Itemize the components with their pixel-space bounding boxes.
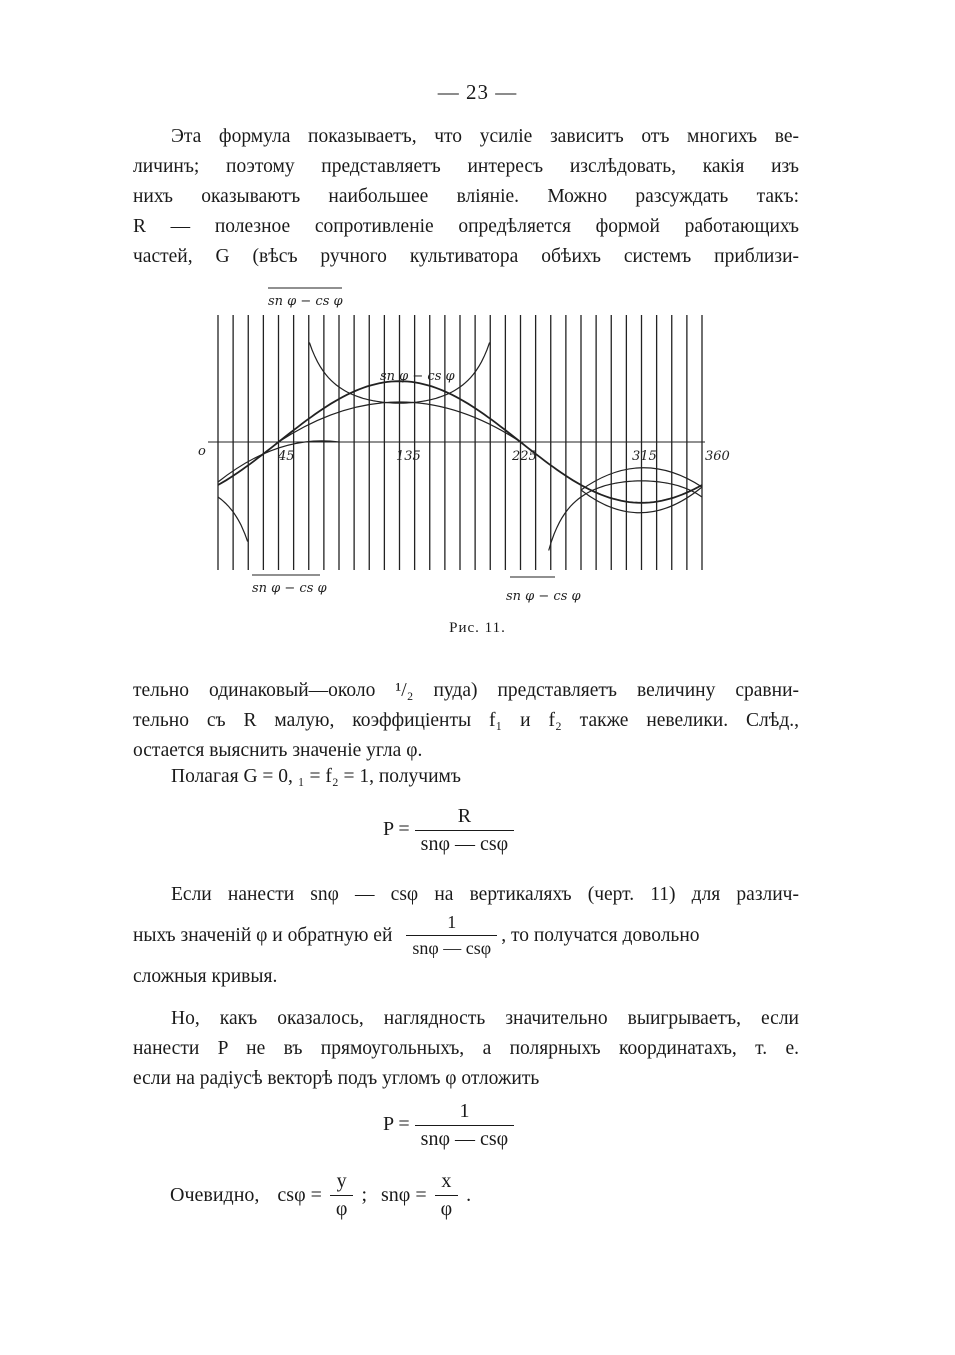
paragraph-line: сложныя кривыя. [133,966,278,987]
paragraph-5 [133,1004,799,1094]
paragraph-text: , то получатся довольно [501,924,700,946]
fraction-denominator: φ [335,1198,348,1220]
paragraph-line: частей, G (вѣсъ ручного культиватора обѣихъ системъ приблизи- [133,246,799,267]
paragraph-line: тельно одинаковый—около ¹/₂ пуда) представляетъ величину сравни- [133,680,799,701]
fraction-numerator: x [435,1170,459,1196]
paragraph-line: тельно съ R малую, коэффицiенты f₁ и f₂ также невелики. Слѣд., [133,710,799,731]
paragraph-1 [133,122,799,272]
paragraph-2 [133,676,799,766]
label-135: 135 [396,449,421,464]
formula-lhs: P = [383,1113,410,1136]
paragraph-4-line-2 [133,912,799,959]
paragraph-line: Эта формула показываетъ, что усилiе зависитъ отъ многихъ ве- [171,126,799,147]
fraction [330,1170,354,1221]
label-360: 360 [705,449,730,464]
label-sn-cs: sn φ − cs φ [380,369,455,384]
paragraph-text: ныхъ значенiй φ и обратную ей [133,924,393,946]
curve-inverse-bottom-right [549,481,702,551]
paragraph-line: личинъ; поэтому представляетъ интересъ изслѣдовать, какiя изъ [133,156,799,177]
fraction-numerator: y [330,1170,354,1196]
label-inverse-bottom-right: sn φ − cs φ [506,589,581,604]
figure-11-diagram [190,280,770,610]
formula-p-equals-inverse [383,1100,514,1151]
fraction-denominator: φ [440,1198,453,1220]
paragraph-line: Но, какъ оказалось, наглядность значительно выигрываетъ, если [171,1008,799,1029]
formula-intro: Очевидно, [170,1184,260,1206]
formula-end: . [466,1184,472,1206]
label-225: 225 [512,449,537,464]
paragraph-line: нанести P не въ прямоугольныхъ, а полярныхъ координатахъ, т. е. [133,1038,799,1059]
paragraph-line: Полагая G = 0, ₁ = f₂ = 1, получимъ [171,766,461,787]
paragraph-line: нихъ оказываютъ наибольшее влiянiе. Можно разсуждать такъ: [133,186,799,207]
fraction-denominator: snφ — csφ [412,938,492,958]
fraction-denominator: snφ — csφ [420,1128,509,1150]
label-45: 45 [278,449,295,464]
paragraph-4-line-3 [133,962,799,992]
label-315: 315 [632,449,657,464]
figure-caption: Рис. 11. [449,620,506,636]
formula-separator: ; [361,1184,367,1206]
fraction-numerator: 1 [406,912,497,936]
formula-lhs: P = [383,818,410,841]
fraction-numerator: R [415,805,515,831]
formula-sn-lhs: snφ = [381,1184,427,1206]
page-number: — 23 — [437,80,518,104]
fraction [415,1100,515,1151]
formula-p-equals-r [383,805,514,856]
paragraph-line: Если нанести snφ — csφ на вертикаляхъ (черт. 11) для различ- [171,884,799,905]
label-origin: o [198,444,206,459]
label-inverse-bottom-left: sn φ − cs φ [252,581,327,596]
paragraph-line: остается выяснить значенiе угла φ. [133,740,423,761]
formula-cs-lhs: csφ = [277,1184,322,1206]
fraction-denominator: snφ — csφ [420,833,509,855]
fraction-numerator: 1 [415,1100,515,1126]
label-inverse-top: sn φ − cs φ [268,294,343,309]
paragraph-4 [133,880,799,910]
paragraph-line: R — полезное сопротивленiе опредѣляется формой работающихъ [133,216,799,237]
paragraph-line: если на радiусѣ векторѣ подъ угломъ φ отложить [133,1068,540,1089]
fraction [415,805,515,856]
formula-cs-sn [170,1170,471,1221]
fraction [406,912,497,959]
paragraph-3 [133,762,799,792]
fraction [435,1170,459,1221]
